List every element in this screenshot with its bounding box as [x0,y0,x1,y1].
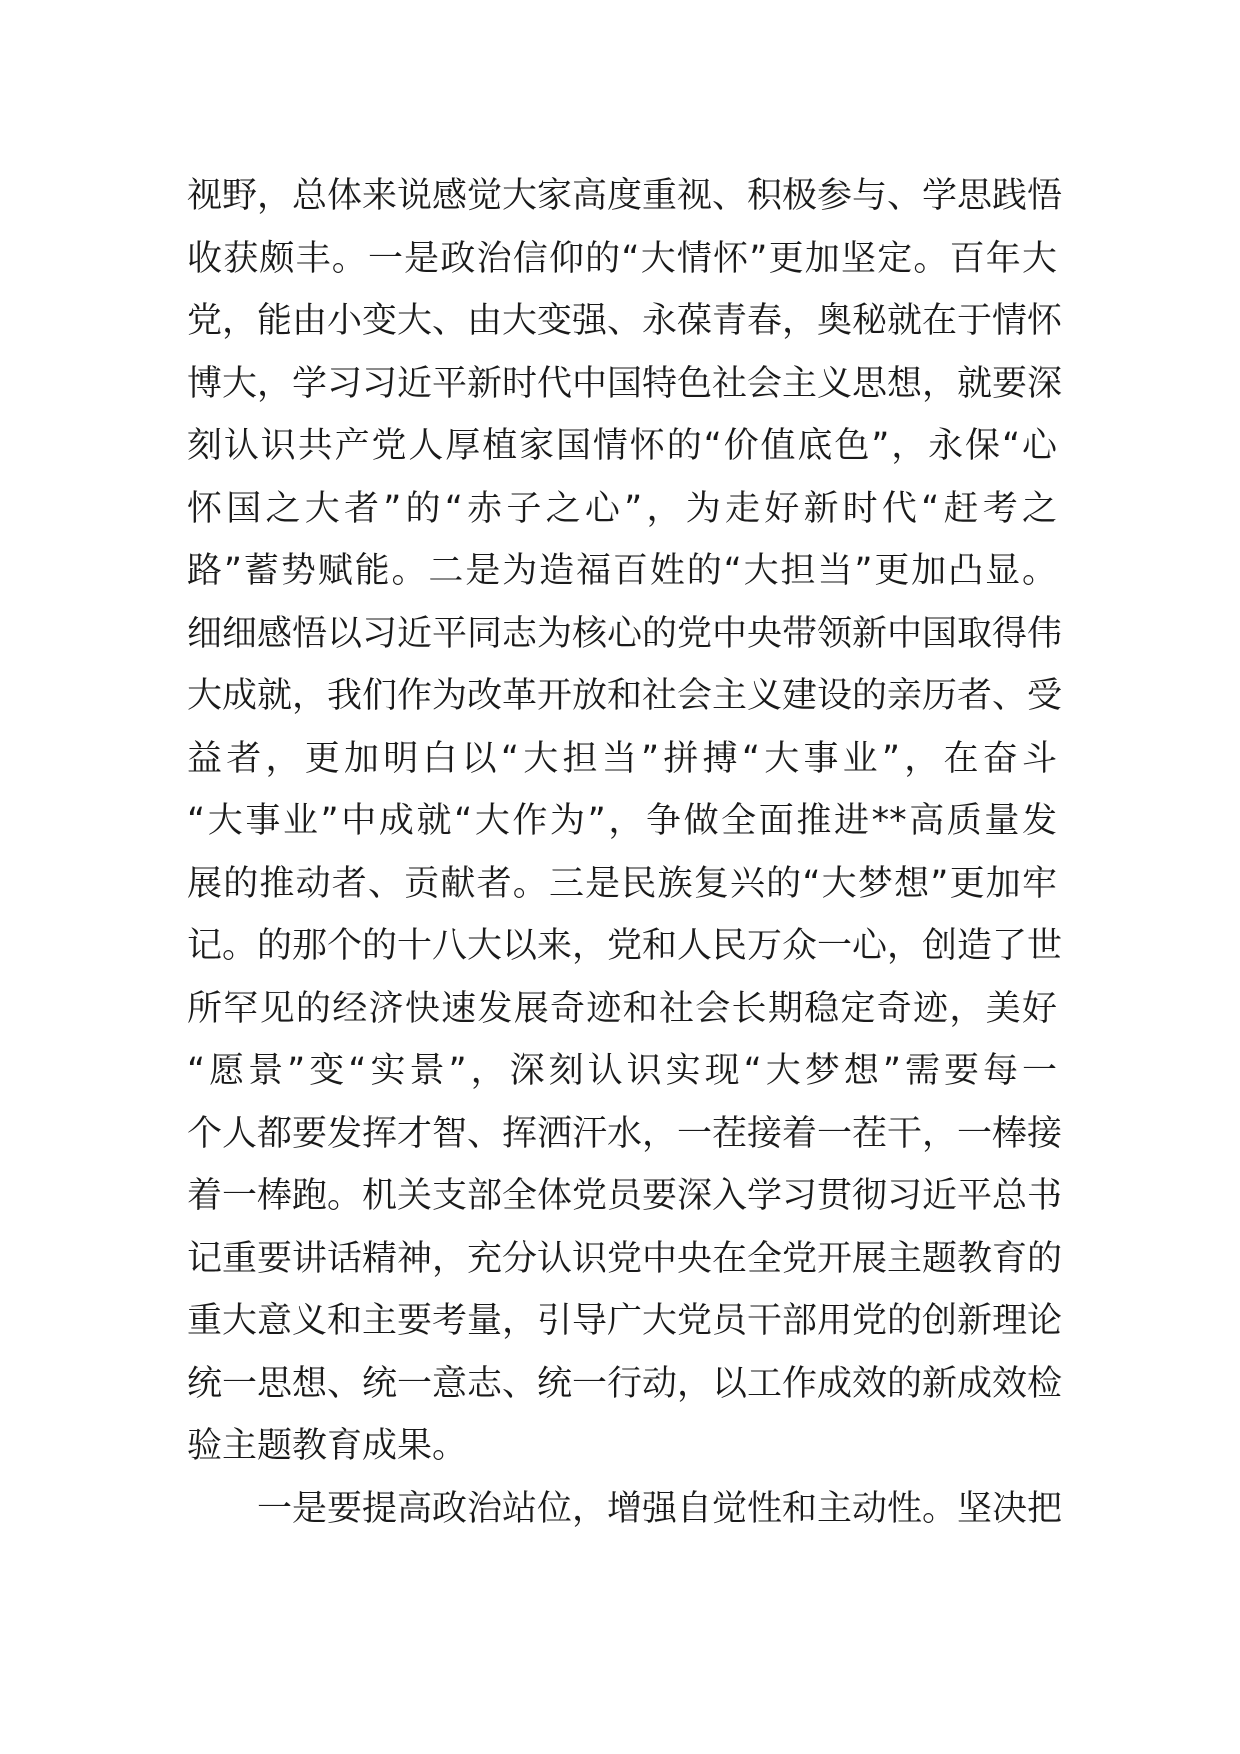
text-line: 着一棒跑。机关支部全体党员要深入学习贯彻习近平总书 [187,1176,1063,1216]
text-line: 刻认识共产党人厚植家国情怀的“价值底色”，永保“心 [187,426,1057,466]
text-line: 个人都要发挥才智、挥洒汗水，一茬接着一茬干，一棒接 [187,1113,1063,1154]
text-line: 记。的那个的十八大以来，党和人民万众一心，创造了世 [187,926,1063,966]
text-line: 博大，学习习近平新时代中国特色社会主义思想，就要深 [187,363,1063,404]
text-line: 细细感悟以习近平同志为核心的党中央带领新中国取得伟 [187,613,1063,654]
document-body [187,165,1063,1540]
text-line: 党，能由小变大、由大变强、永葆青春，奥秘就在于情怀 [187,301,1063,341]
text-line: “愿景”变“实景”，深刻认识实现“大梦想”需要每一 [187,1051,1057,1091]
text-line: 统一思想、统一意志、统一行动，以工作成效的新成效检 [187,1363,1063,1404]
paragraph [187,165,1063,1478]
text-line: 一是要提高政治站位，增强自觉性和主动性。坚决把 [257,1488,1063,1529]
text-line: 记重要讲话精神，充分认识党中央在全党开展主题教育的 [187,1238,1063,1279]
text-line: 收获颇丰。一是政治信仰的“大情怀”更加坚定。百年大 [187,238,1057,279]
text-line: 所罕见的经济快速发展奇迹和社会长期稳定奇迹，美好 [187,988,1057,1029]
text-line: 路”蓄势赋能。二是为造福百姓的“大担当”更加凸显。 [187,551,1057,591]
text-line: 大成就，我们作为改革开放和社会主义建设的亲历者、受 [187,676,1063,716]
paragraph [187,1478,1063,1541]
text-line: “大事业”中成就“大作为”，争做全面推进**高质量发 [187,801,1057,841]
text-line: 展的推动者、贡献者。三是民族复兴的“大梦想”更加牢 [187,863,1057,904]
text-line: 视野，总体来说感觉大家高度重视、积极参与、学思践悟 [187,176,1063,216]
text-line: 重大意义和主要考量，引导广大党员干部用党的创新理论 [187,1301,1063,1341]
text-line: 益者，更加明白以“大担当”拼搏“大事业”，在奋斗 [187,738,1057,779]
text-line: 怀国之大者”的“赤子之心”，为走好新时代“赶考之 [187,488,1057,529]
text-line: 验主题教育成果。 [187,1426,468,1466]
